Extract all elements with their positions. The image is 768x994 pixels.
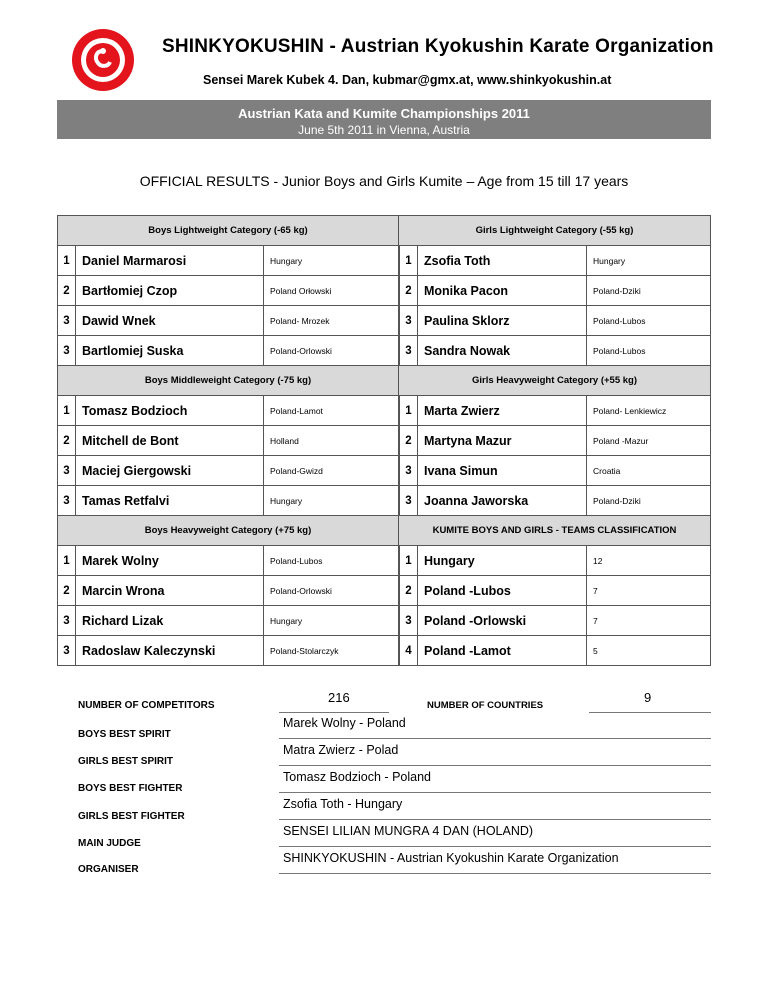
org-contact: Sensei Marek Kubek 4. Dan, kubmar@gmx.at, www.shinkyokushin.at xyxy=(203,73,612,87)
rank-cell: 2 xyxy=(58,426,76,455)
girls-best-fighter-label: GIRLS BEST FIGHTER xyxy=(78,811,185,822)
table-row xyxy=(57,276,399,306)
country-cell: Poland- Mrozek xyxy=(270,315,330,326)
category-header: Boys Lightweight Category (-65 kg) xyxy=(57,215,399,246)
table-row xyxy=(399,396,711,426)
name-cell: Marek Wolny xyxy=(76,546,264,575)
girls-best-spirit-value: Matra Zwierz - Polad xyxy=(283,743,399,757)
table-row xyxy=(57,606,399,636)
name-cell: Bartlomiej Suska xyxy=(76,336,264,365)
country-cell: Poland-Stolarczyk xyxy=(270,645,339,656)
right-tables xyxy=(399,215,711,666)
boys-best-fighter-label: BOYS BEST FIGHTER xyxy=(78,783,183,794)
organiser-label: ORGANISER xyxy=(78,864,139,875)
table-row xyxy=(399,336,711,366)
rank-cell: 3 xyxy=(58,456,76,485)
country-cell: Holland xyxy=(270,435,299,446)
rank-cell: 1 xyxy=(58,546,76,575)
table-row xyxy=(57,576,399,606)
country-cell: Poland Orłowski xyxy=(270,285,332,296)
divider xyxy=(279,765,711,766)
table-row xyxy=(57,396,399,426)
left-tables xyxy=(57,215,399,666)
name-cell: Poland -Orlowski xyxy=(418,606,587,635)
table-row xyxy=(57,636,399,666)
rank-cell: 2 xyxy=(399,426,418,455)
name-cell: Poland -Lubos xyxy=(418,576,587,605)
countries-value: 9 xyxy=(644,690,652,705)
table-row xyxy=(57,246,399,276)
name-cell: Monika Pacon xyxy=(418,276,587,305)
country-cell: Poland-Dziki xyxy=(593,285,641,296)
divider xyxy=(279,738,711,739)
country-cell: Poland-Lubos xyxy=(270,555,323,566)
name-cell: Zsofia Toth xyxy=(418,246,587,275)
country-cell: 7 xyxy=(593,585,598,596)
event-banner xyxy=(57,100,711,139)
country-cell: Poland-Orlowski xyxy=(270,345,332,356)
rank-cell: 1 xyxy=(58,396,76,425)
table-row xyxy=(57,486,399,516)
rank-cell: 2 xyxy=(58,576,76,605)
official-results-title: OFFICIAL RESULTS - Junior Boys and Girls Kumite – Age from 15 till 17 years xyxy=(139,173,629,189)
category-header: Girls Heavyweight Category (+55 kg) xyxy=(399,366,711,396)
divider xyxy=(279,712,389,713)
table-row xyxy=(57,336,399,366)
rank-cell: 1 xyxy=(58,246,76,275)
name-cell: Bartłomiej Czop xyxy=(76,276,264,305)
country-cell: Poland-Gwizd xyxy=(270,465,323,476)
country-cell: Poland-Lubos xyxy=(593,345,646,356)
category-header: Boys Middleweight Category (-75 kg) xyxy=(57,366,399,396)
rank-cell: 2 xyxy=(399,276,418,305)
rank-cell: 4 xyxy=(399,636,418,665)
countries-label: NUMBER OF COUNTRIES xyxy=(427,700,544,711)
country-cell: Hungary xyxy=(270,255,303,266)
table-row xyxy=(399,246,711,276)
rank-cell: 1 xyxy=(399,396,418,425)
competitors-value: 216 xyxy=(328,690,350,705)
country-cell: Poland-Lubos xyxy=(593,315,646,326)
table-row xyxy=(399,546,711,576)
rank-cell: 2 xyxy=(58,276,76,305)
rank-cell: 1 xyxy=(399,246,418,275)
rank-cell: 3 xyxy=(399,306,418,335)
name-cell: Joanna Jaworska xyxy=(418,486,587,515)
competitors-label: NUMBER OF COMPETITORS xyxy=(78,700,215,711)
divider xyxy=(279,819,711,820)
table-row xyxy=(399,606,711,636)
divider xyxy=(279,792,711,793)
boys-best-spirit-label: BOYS BEST SPIRIT xyxy=(78,729,171,740)
rank-cell: 3 xyxy=(58,606,76,635)
name-cell: Marcin Wrona xyxy=(76,576,264,605)
rank-cell: 3 xyxy=(58,636,76,665)
rank-cell: 3 xyxy=(58,306,76,335)
country-cell: Poland- Lenkiewicz xyxy=(593,405,667,416)
country-cell: 7 xyxy=(593,615,598,626)
name-cell: Sandra Nowak xyxy=(418,336,587,365)
name-cell: Tamas Retfalvi xyxy=(76,486,264,515)
name-cell: Ivana Simun xyxy=(418,456,587,485)
rank-cell: 1 xyxy=(399,546,418,575)
name-cell: Mitchell de Bont xyxy=(76,426,264,455)
table-row xyxy=(57,546,399,576)
table-row xyxy=(399,276,711,306)
name-cell: Dawid Wnek xyxy=(76,306,264,335)
boys-best-spirit-value: Marek Wolny - Poland xyxy=(283,716,406,730)
name-cell: Poland -Lamot xyxy=(418,636,587,665)
country-cell: Poland-Lamot xyxy=(270,405,323,416)
rank-cell: 3 xyxy=(399,456,418,485)
name-cell: Daniel Marmarosi xyxy=(76,246,264,275)
name-cell: Tomasz Bodzioch xyxy=(76,396,264,425)
rank-cell: 3 xyxy=(399,486,418,515)
girls-best-fighter-value: Zsofia Toth - Hungary xyxy=(283,797,403,811)
table-row xyxy=(399,456,711,486)
table-row xyxy=(57,426,399,456)
organiser-value: SHINKYOKUSHIN - Austrian Kyokushin Karate Organization xyxy=(283,851,619,865)
name-cell: Martyna Mazur xyxy=(418,426,587,455)
country-cell: Poland -Mazur xyxy=(593,435,649,446)
category-header: KUMITE BOYS AND GIRLS - TEAMS CLASSIFICATION xyxy=(399,516,711,546)
divider xyxy=(589,712,711,713)
table-row xyxy=(399,636,711,666)
rank-cell: 3 xyxy=(399,336,418,365)
table-row xyxy=(399,306,711,336)
boys-best-fighter-value: Tomasz Bodzioch - Poland xyxy=(283,770,431,784)
category-header: Boys Heavyweight Category (+75 kg) xyxy=(57,516,399,546)
rank-cell: 3 xyxy=(399,606,418,635)
name-cell: Marta Zwierz xyxy=(418,396,587,425)
divider xyxy=(279,873,711,874)
divider xyxy=(279,846,711,847)
country-cell: Hungary xyxy=(270,615,303,626)
girls-best-spirit-label: GIRLS BEST SPIRIT xyxy=(78,756,174,767)
main-judge-label: MAIN JUDGE xyxy=(78,838,141,849)
table-row xyxy=(399,486,711,516)
category-header: Girls Lightweight Category (-55 kg) xyxy=(399,215,711,246)
table-row xyxy=(399,576,711,606)
org-title: SHINKYOKUSHIN - Austrian Kyokushin Karate Organization xyxy=(162,36,714,57)
event-title: Austrian Kata and Kumite Championships 2011 xyxy=(238,106,530,121)
country-cell: Hungary xyxy=(593,255,626,266)
name-cell: Radoslaw Kaleczynski xyxy=(76,636,264,665)
table-row xyxy=(57,306,399,336)
country-cell: Poland-Orlowski xyxy=(270,585,332,596)
name-cell: Paulina Sklorz xyxy=(418,306,587,335)
kanku-logo xyxy=(70,27,136,93)
event-date: June 5th 2011 in Vienna, Austria xyxy=(298,123,470,137)
rank-cell: 3 xyxy=(58,336,76,365)
country-cell: Hungary xyxy=(270,495,303,506)
country-cell: 5 xyxy=(593,645,598,656)
name-cell: Richard Lizak xyxy=(76,606,264,635)
country-cell: Croatia xyxy=(593,465,621,476)
main-judge-value: SENSEI LILIAN MUNGRA 4 DAN (HOLAND) xyxy=(283,824,534,838)
table-row xyxy=(57,456,399,486)
table-row xyxy=(399,426,711,456)
name-cell: Maciej Giergowski xyxy=(76,456,264,485)
rank-cell: 2 xyxy=(399,576,418,605)
name-cell: Hungary xyxy=(418,546,587,575)
rank-cell: 3 xyxy=(58,486,76,515)
country-cell: Poland-Dziki xyxy=(593,495,641,506)
country-cell: 12 xyxy=(593,555,603,566)
